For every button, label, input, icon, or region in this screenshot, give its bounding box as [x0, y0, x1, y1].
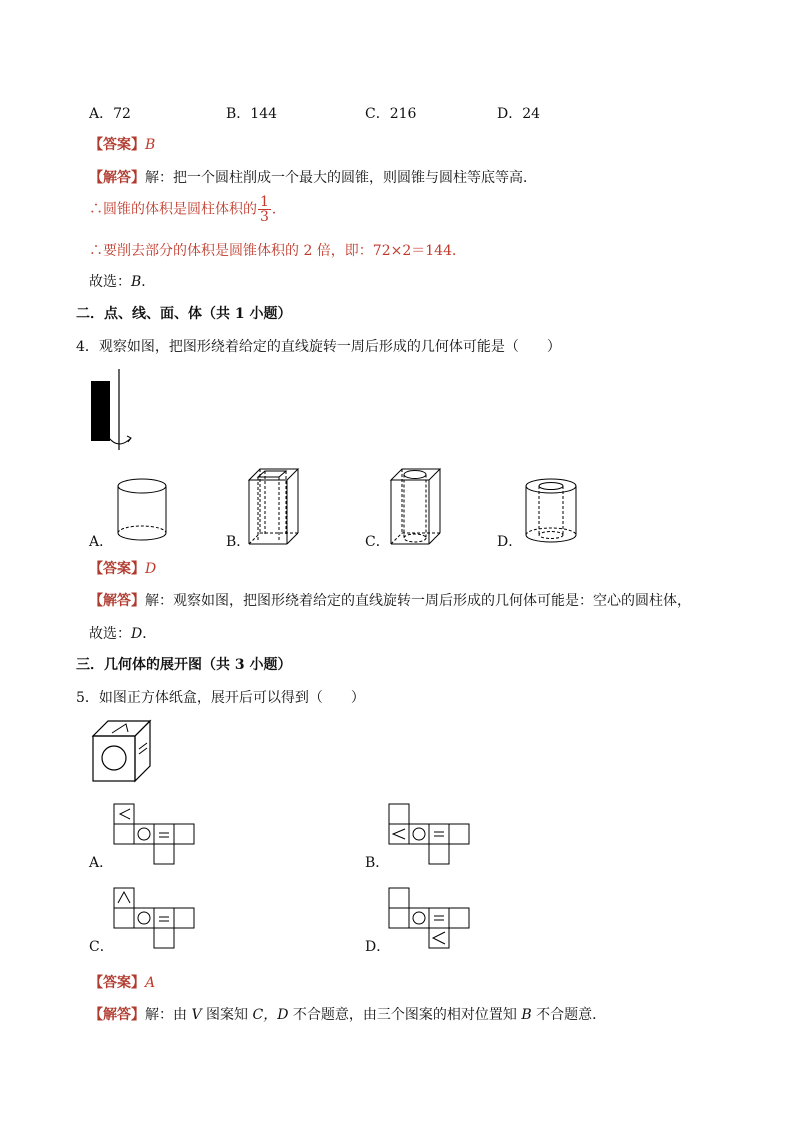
option-letter: C．: [365, 106, 390, 122]
prism-with-prism-hole-figure: [246, 466, 302, 548]
choose-suffix: ．: [142, 626, 157, 642]
q5-option-a-label: A．: [89, 855, 114, 871]
section-title: 三．几何体的展开图（共 3 小题）: [76, 657, 292, 673]
explain-b: B: [521, 1007, 532, 1023]
line2-before: ∴圆锥的体积是圆柱体积的: [89, 201, 257, 218]
q3-option-d: [497, 103, 540, 123]
fraction: [258, 195, 271, 224]
answer-value: A: [145, 975, 156, 991]
explain-v: V: [191, 1007, 202, 1023]
prism-with-cylinder-hole-figure: [388, 466, 444, 548]
net-c-figure: [113, 887, 195, 949]
q5-answer: [89, 972, 155, 992]
q3-option-c: [365, 103, 416, 123]
choose-letter: B: [131, 274, 142, 290]
explain-tag: 【解答】: [89, 170, 145, 186]
fraction-denominator: 3: [260, 209, 269, 225]
explain-text-2: 图案知: [201, 1007, 253, 1023]
option-text: 216: [389, 106, 417, 122]
explain-text: 解：把一个圆柱削成一个最大的圆锥，则圆锥与圆柱等底等高．: [145, 170, 537, 186]
q4-option-a-label: A．: [89, 534, 114, 550]
answer-tag: 【答案】: [89, 137, 145, 153]
hollow-cylinder-figure: [522, 476, 580, 548]
q4-question: 4．观察如图，把图形绕着给定的直线旋转一周后形成的几何体可能是（ ）: [76, 339, 561, 355]
q4-explain: [89, 590, 691, 610]
q4-option-d-label: D．: [497, 534, 523, 550]
net-d-figure: [388, 887, 470, 949]
q5-question: 5．如图正方体纸盒，展开后可以得到（ ）: [76, 690, 365, 706]
q3-line3: ∴要削去部分的体积是圆锥体积的 2 倍，即：72×2＝144．: [89, 243, 466, 259]
option-text: 24: [522, 106, 541, 122]
solid-cylinder-figure: [115, 476, 170, 546]
net-b-figure: [388, 803, 470, 865]
q5-explain: [89, 1004, 606, 1024]
q3-option-b: [226, 103, 277, 123]
option-text: 72: [113, 106, 131, 122]
black-rectangle: [91, 381, 110, 441]
answer-tag: 【答案】: [89, 975, 145, 991]
line2-after: ．: [271, 201, 286, 218]
option-letter: A．: [89, 106, 114, 122]
cube-figure: [90, 718, 156, 786]
explain-tag: 【解答】: [89, 1007, 145, 1023]
q3-option-a: [89, 103, 131, 123]
answer-tag: 【答案】: [89, 561, 145, 577]
explain-cd: C，D: [252, 1007, 289, 1023]
q5-option-d-label: D．: [365, 939, 391, 955]
q4-choose: [89, 623, 156, 643]
q3-line2: [89, 195, 286, 224]
fraction-numerator: 1: [260, 194, 269, 210]
explain-text-3: 不合题意，由三个图案的相对位置知: [288, 1007, 522, 1023]
q5-option-c-label: C．: [89, 939, 114, 955]
explain-text: 解：观察如图，把图形绕着给定的直线旋转一周后形成的几何体可能是：空心的圆柱体，: [145, 593, 691, 609]
q3-answer: [89, 134, 155, 154]
answer-value: D: [145, 561, 157, 577]
section-title: 二．点、线、面、体（共 1 小题）: [76, 306, 292, 322]
choose-prefix: 故选：: [89, 274, 131, 290]
choose-prefix: 故选：: [89, 626, 131, 642]
option-text: 144: [250, 106, 278, 122]
q4-option-b-label: B．: [226, 534, 251, 550]
rotation-figure: [86, 366, 146, 456]
q4-answer: [89, 558, 156, 578]
explain-text-1: 解：由: [145, 1007, 192, 1023]
q5-option-b-label: B．: [365, 855, 390, 871]
option-letter: D．: [497, 106, 523, 122]
explain-tag: 【解答】: [89, 593, 145, 609]
answer-value: B: [145, 137, 156, 153]
explain-text-4: 不合题意．: [531, 1007, 607, 1023]
q3-explain: [89, 167, 537, 187]
choose-letter: D: [131, 626, 143, 642]
q4-option-c-label: C．: [365, 534, 390, 550]
option-letter: B．: [226, 106, 251, 122]
q3-choose: [89, 271, 155, 291]
rotation-arrow: [109, 438, 131, 444]
net-a-figure: [113, 803, 195, 865]
choose-suffix: ．: [141, 274, 156, 290]
